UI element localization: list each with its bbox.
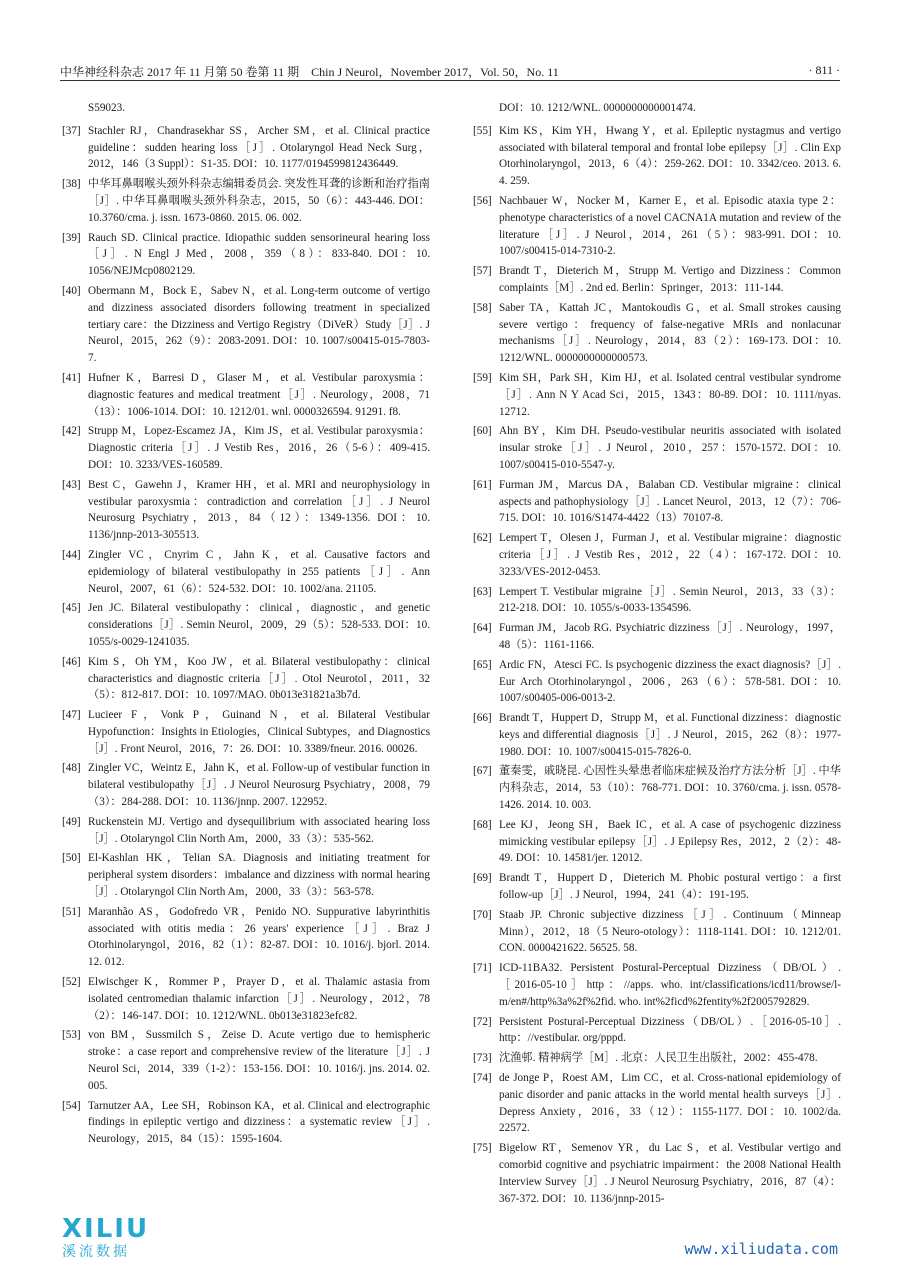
reference-item (473, 123, 841, 190)
reference-text: Saber TA，Kattah JC，Mantokoudis G，et al. Small strokes causing severe vertigo：frequency of false-negative MRIs and nonlacunar mechanisms［J］. Neurology，2014，83（2）：169-173. DOI：10. 1212/WNL. 0000000000000573. (499, 301, 841, 365)
reference-number: [41] (62, 371, 81, 384)
reference-number: [40] (62, 284, 81, 297)
reference-number: [72] (473, 1015, 492, 1028)
reference-item (473, 960, 841, 1010)
reference-item (473, 870, 841, 904)
reference-item (473, 530, 841, 580)
reference-item (473, 620, 841, 654)
reference-item (62, 547, 430, 597)
reference-text: ICD-11BA32. Persistent Postural-Perceptual Dizziness（DB/OL）.［2016-05-10］http：//apps. who. int/classifications/icd11/browse/l-m/en#/http%3a%2f%2fid. who. int%2ficd%2fentity%2f2005792829. (499, 962, 841, 1008)
running-header (60, 60, 840, 80)
reference-text: Brandt T，Huppert D，Strupp M，et al. Functional dizziness：diagnostic keys and differential diagnosis［J］. J Neurol，2015，262（8）：1977-1980. DOI：10. 1007/s00415-015-7826-0. (499, 712, 841, 758)
watermark-url: www.xiliudata.com (684, 1240, 838, 1258)
reference-item: S59023. (88, 102, 125, 114)
reference-text: Kim SH，Park SH，Kim HJ，et al. Isolated central vestibular syndrome［J］. Ann N Y Acad Sci，2015，1343：80-89. DOI：10. 1111/nyas. 12712. (499, 371, 841, 418)
reference-number: [67] (473, 765, 492, 778)
reference-number: [51] (62, 905, 81, 918)
reference-text: von BM，Sussmilch S，Zeise D. Acute vertigo due to hemispheric stroke：a case report and comprehensive review of the literature［J］. J Neurol Sci，2014，339（1-2）：153-156. DOI：10. 1016/j. jns. 2014. 02. 005. (88, 1029, 430, 1092)
reference-number: [52] (62, 976, 81, 989)
reference-number: [69] (473, 872, 492, 885)
reference-number: [71] (473, 962, 492, 975)
reference-item (473, 1014, 841, 1048)
logo-chinese-text: 溪流数据 (62, 1244, 130, 1260)
reference-text: Jen JC. Bilateral vestibulopathy：clinical，diagnostic，and genetic considerations［J］. Semin Neurol，2009，29（5）：528-533. DOI：10. 1055/s-0029-1241035. (88, 602, 430, 648)
reference-item (62, 423, 430, 473)
reference-number: [37] (62, 124, 81, 137)
reference-text: Ahn BY，Kim DH. Pseudo-vestibular neuritis associated with isolated insular stroke［J］. J Neurol，2010，257：1570-1572. DOI：10. 1007/s00415-010-5547-y. (499, 425, 841, 471)
reference-item (473, 370, 841, 420)
reference-text: Ardic FN，Atesci FC. Is psychogenic dizziness the exact diagnosis?［J］. Eur Arch Otorhinolaryngol，2006，263（6）：578-581. DOI：10. 1007/s00405-006-0013-2. (499, 658, 841, 705)
reference-text: 中华耳鼻咽喉头颈外科杂志编辑委员会. 突发性耳聋的诊断和治疗指南［J］. 中华耳鼻咽喉头颈外科杂志，2015，50（6）：443-446. DOI：10.3760/cma. j. issn. 1673-0860. 2015. 06. 002. (88, 178, 430, 224)
reference-item (62, 477, 430, 544)
reference-number: [50] (62, 852, 81, 865)
reference-item (62, 1098, 430, 1148)
header-divider (60, 80, 840, 81)
reference-number: [64] (473, 622, 492, 635)
reference-item (62, 974, 430, 1024)
reference-number: [49] (62, 815, 81, 828)
reference-text: Lempert T，Olesen J，Furman J，et al. Vestibular migraine：diagnostic criteria［J］. J Vestib Res，2012，22（4）：167-172. DOI：10. 3233/VES-2012-0453. (499, 532, 841, 578)
reference-item (473, 477, 841, 527)
reference-item (62, 850, 430, 900)
reference-text: Rauch SD. Clinical practice. Idiopathic sudden sensorineural hearing loss［J］. N Engl J Med，2008，359（8）：833-840. DOI：10. 1056/NEJMcp0802129. (88, 231, 430, 278)
reference-text: Best C，Gawehn J，Kramer HH，et al. MRI and neurophysiology in vestibular paroxysmia：contradiction and correlation［J］. J Neurol Neurosurg Psychiatry，2013，84（12）：1349-1356. DOI：10. 1136/jnnp-2013-305513. (88, 478, 430, 542)
reference-text: El-Kashlan HK，Telian SA. Diagnosis and initiating treatment for peripheral system disorders：imbalance and dizziness with normal hearing［J］. Otolaryngol Clin North Am，2000，33（3）：563-578. (88, 852, 430, 899)
reference-item (473, 423, 841, 473)
reference-number: [45] (62, 602, 81, 615)
reference-text: 董秦雯，戚晓昆. 心因性头晕患者临床症候及治疗方法分析［J］. 中华内科杂志，2014，53（10）：768-771. DOI：10. 3760/cma. j. issn. 0578-1426. 2014. 10. 003. (499, 765, 841, 812)
reference-item (62, 654, 430, 704)
reference-number: [58] (473, 301, 492, 314)
watermark-logo (62, 1215, 192, 1265)
logo-latin-text: XILIU (62, 1214, 150, 1244)
reference-item (473, 763, 841, 813)
reference-item (473, 300, 841, 367)
reference-item (62, 600, 430, 650)
reference-item (473, 817, 841, 867)
reference-item (473, 1050, 841, 1067)
reference-text: Lee KJ，Jeong SH，Baek IC，et al. A case of psychogenic dizziness mimicking vestibular epilepsy［J］. J Epilepsy Res，2012，2（2）：48-49. DOI：10. 14581/jer. 12012. (499, 818, 841, 865)
reference-text: 沈渔邨. 精神病学［M］. 北京：人民卫生出版社，2002：455-478. (499, 1052, 818, 1065)
reference-number: [70] (473, 908, 492, 921)
journal-citation-header: 中华神经科杂志 2017 年 11 月第 50 卷第 11 期 Chin J Neurol，November 2017，Vol. 50，No. 11 (60, 65, 559, 79)
reference-number: [44] (62, 548, 81, 561)
reference-number: [42] (62, 425, 81, 438)
reference-text: Staab JP. Chronic subjective dizziness［J］. Continuum（Minneap Minn），2012，18（5 Neuro-otology）：1118-1141. DOI：10. 1212/01. CON. 0000421622. 56525. 58. (499, 908, 841, 955)
reference-number: [62] (473, 532, 492, 545)
reference-text: Zingler VC，Weintz E，Jahn K，et al. Follow-up of vestibular function in bilateral vestibulopathy［J］. J Neurol Neurosurg Psychiatry，2008，79（3）：284-288. DOI：10. 1136/jnnp. 2007. 122952. (88, 762, 430, 809)
reference-number: [38] (62, 178, 81, 191)
reference-item (473, 657, 841, 707)
reference-item (62, 283, 430, 367)
reference-item (62, 904, 430, 971)
reference-number: [43] (62, 478, 81, 491)
reference-item (473, 1070, 841, 1137)
reference-number: [48] (62, 762, 81, 775)
reference-text: Furman JM，Marcus DA，Balaban CD. Vestibular migraine：clinical aspects and pathophysiology［J］. Lancet Neurol，2013，12（7）：706-715. DOI：10. 1016/S1474-4422（13）70107-8. (499, 478, 841, 525)
reference-item (62, 814, 430, 848)
reference-item (62, 1027, 430, 1094)
reference-item (62, 230, 430, 280)
reference-item: DOI：10. 1212/WNL. 0000000000001474. (499, 102, 696, 114)
reference-text: Stachler RJ，Chandrasekhar SS，Archer SM，et al. Clinical practice guideline：sudden hearing loss［J］. Otolaryngol Head Neck Surg，2012，146（3 Suppl）：S1-35. DOI：10. 1177/0194599812436449. (88, 124, 430, 171)
reference-text: Bigelow RT，Semenov YR，du Lac S，et al. Vestibular vertigo and comorbid cognitive and psychiatric impairment：the 2008 National Health Interview Survey［J］. J Neurol Neurosurg Psychiatry，2016，87（4）：367-372. DOI：10. 1136/jnnp-2015- (499, 1142, 841, 1205)
reference-text: Kim S，Oh YM，Koo JW，et al. Bilateral vestibulopathy：clinical characteristics and diagnostic criteria［J］. Otol Neurotol，2011，32（5）：812-817. DOI：10. 1097/MAO. 0b013e31821a3b7d. (88, 655, 430, 702)
reference-number: [74] (473, 1072, 492, 1085)
reference-text: Maranhão AS，Godofredo VR，Penido NO. Suppurative labyrinthitis associated with otitis media：26 years' experience［J］. Braz J Otorhinolaryngol，2016，82（1）：82-87. DOI：10. 1016/j. bjorl. 2014. 12. 012. (88, 905, 430, 969)
reference-number: [56] (473, 194, 492, 207)
reference-item (473, 193, 841, 260)
reference-item (473, 710, 841, 760)
reference-item (473, 584, 841, 618)
reference-text: Zingler VC，Cnyrim C，Jahn K，et al. Causative factors and epidemiology of bilateral vestibulopathy in 255 patients［J］. Ann Neurol，2007，61（6）：524-532. DOI：10. 1002/ana. 21105. (88, 548, 430, 595)
reference-text: Brandt T，Dieterich M，Strupp M. Vertigo and Dizziness：Common complaints［M］. 2nd ed. Berlin：Springer，2013：111-144. (499, 265, 841, 294)
reference-text: Hufner K，Barresi D，Glaser M，et al. Vestibular paroxysmia：diagnostic features and medical treatment［J］. Neurology，2008，71（13）：1006-1014. DOI：10. 1212/01. wnl. 0000326594. 91291. f8. (88, 371, 430, 418)
reference-number: [60] (473, 425, 492, 438)
reference-text: Lempert T. Vestibular migraine［J］. Semin Neurol，2013，33（3）：212-218. DOI：10. 1055/s-0033-1354596. (499, 585, 841, 615)
reference-number: [59] (473, 371, 492, 384)
reference-text: Elwischger K，Rommer P，Prayer D，et al. Thalamic astasia from isolated centromedian thalamic infarction［J］. Neurology，2012，78（2）：146-147. DOI：10. 1212/WNL. 0b013e31823efc82. (88, 976, 430, 1022)
reference-number: [75] (473, 1142, 492, 1155)
reference-item (473, 1140, 841, 1207)
reference-number: [65] (473, 658, 492, 671)
reference-number: [73] (473, 1052, 492, 1065)
reference-text: Obermann M，Bock E，Sabev N，et al. Long-term outcome of vertigo and dizziness associated disorders following treatment in specialized tertiary care：the Dizziness and Vertigo Registry（DiVeR）Study［J］. J Neurol，2015，262（9）：2083-2091. DOI：10. 1007/s00415-015-7803-7. (88, 284, 430, 365)
reference-number: [47] (62, 709, 81, 722)
reference-number: [63] (473, 585, 492, 598)
reference-text: Brandt T，Huppert D，Dieterich M. Phobic postural vertigo：a first follow-up［J］. J Neurol，1994，241（4）：191-195. (499, 872, 841, 902)
reference-number: [55] (473, 124, 492, 137)
reference-text: Nachbauer W，Nocker M，Karner E，et al. Episodic ataxia type 2：phenotype characteristics of a novel CACNA1A mutation and review of the literature［J］. J Neurol，2014，261（5）：983-991. DOI：10. 1007/s00415-014-7310-2. (499, 194, 841, 258)
reference-number: [53] (62, 1029, 81, 1042)
reference-number: [57] (473, 265, 492, 278)
reference-number: [61] (473, 478, 492, 491)
reference-item (62, 707, 430, 757)
reference-number: [39] (62, 231, 81, 244)
reference-text: Ruckenstein MJ. Vertigo and dysequilibrium with associated hearing loss［J］. Otolaryngol Clin North Am，2000，33（3）：535-562. (88, 815, 430, 845)
reference-number: [54] (62, 1099, 81, 1112)
reference-number: [68] (473, 818, 492, 831)
reference-item (62, 760, 430, 810)
reference-text: Furman JM，Jacob RG. Psychiatric dizziness［J］. Neurology，1997，48（5）：1161-1166. (499, 622, 841, 651)
reference-item (62, 370, 430, 420)
reference-column-left (62, 100, 430, 1151)
reference-number: [46] (62, 655, 81, 668)
reference-text: Lucieer F，Vonk P，Guinand N，et al. Bilateral Vestibular Hypofunction：Insights in Etiologies，Clinical Subtypes，and Diagnostics［J］. Front Neurol，2016，7：26. DOI：10. 3389/fneur. 2016. 00026. (88, 709, 430, 755)
page-number: · 811 · (808, 63, 840, 77)
reference-text: Persistent Postural-Perceptual Dizziness（DB/OL）.［2016-05-10］. http：//vestibular. org/pppd. (499, 1015, 841, 1045)
reference-item (62, 176, 430, 226)
reference-item (473, 263, 841, 297)
reference-item (62, 123, 430, 173)
reference-text: Kim KS，Kim YH，Hwang Y，et al. Epileptic nystagmus and vertigo associated with bilateral temporal and frontal lobe epilepsy［J］. Clin Exp Otorhinolaryngol，2013，6（4）：259-262. DOI：10. 3342/ceo. 2013. 6. 4. 259. (499, 124, 841, 188)
reference-text: de Jonge P，Roest AM，Lim CC，et al. Cross-national epidemiology of panic disorder and panic attacks in the world mental health surveys［J］. Depress Anxiety，2016，33（12）：1155-1177. DOI：10. 1002/da. 22572. (499, 1072, 841, 1135)
reference-column-right (473, 100, 841, 1210)
reference-text: Tarnutzer AA，Lee SH，Robinson KA，et al. Clinical and electrographic findings in epileptic vertigo and dizziness：a systematic review［J］. Neurology，2015，84（15）：1595-1604. (88, 1099, 430, 1146)
reference-text: Strupp M，Lopez-Escamez JA，Kim JS，et al. Vestibular paroxysmia：Diagnostic criteria［J］. J Vestib Res，2016，26（5-6）：409-415. DOI：10. 3233/VES-160589. (88, 425, 430, 471)
reference-item (473, 907, 841, 957)
reference-number: [66] (473, 712, 492, 725)
